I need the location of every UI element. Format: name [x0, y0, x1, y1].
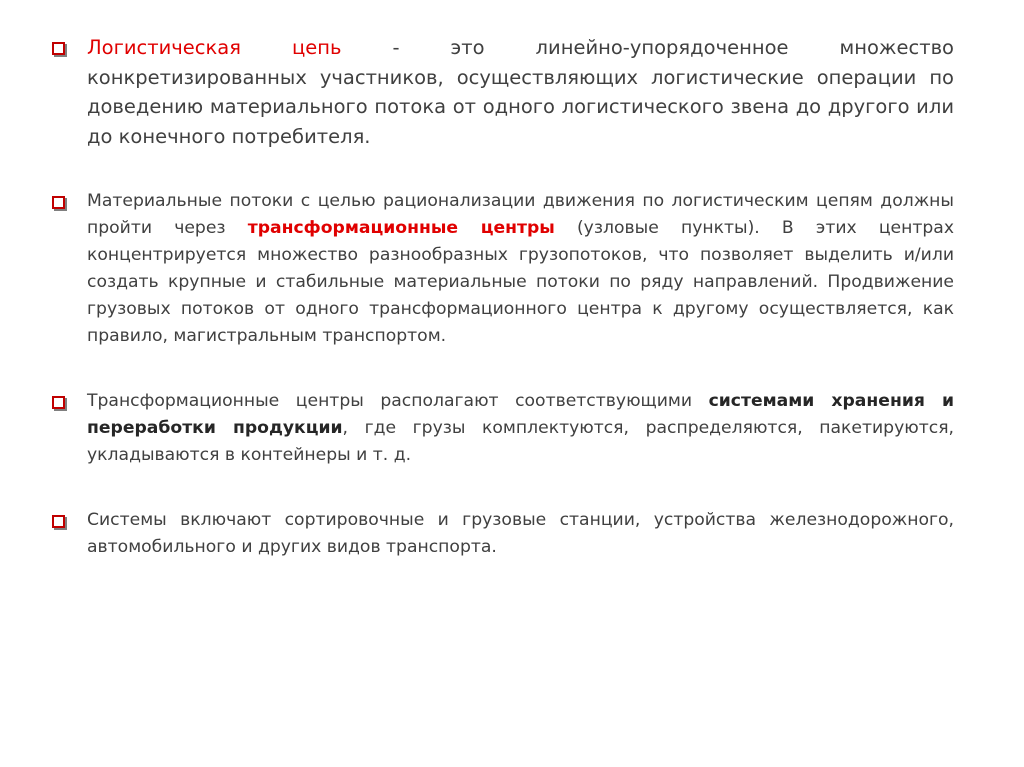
bullet-material-flows — [52, 188, 954, 350]
bullet-text: Системы включают сортировочные и грузовые станции, устройства железнодорожного, автомобильного и других видов транспорта. — [87, 510, 954, 557]
term-logistic-chain: Логистическая цепь — [87, 36, 342, 59]
highlight-transformation-centers: трансформационные центры — [247, 218, 555, 238]
bullet-text-after: , где грузы комплектуются, распределяются, пакетируются, укладываются в контейнеры и т. д. — [87, 418, 954, 465]
bullet-logistic-chain — [52, 33, 954, 151]
bullet-transformation-centers — [52, 388, 954, 469]
checkbox-square-icon — [52, 396, 65, 409]
bold-storage-systems: системами хранения и переработки продукции — [87, 391, 955, 438]
checkbox-square-icon — [52, 515, 65, 528]
checkbox-square-icon — [52, 42, 65, 55]
bullet-text-after: (узловые пункты). В этих центрах концентрируется множество разнообразных грузопотоков, что позволяет выделить и/или создать крупные и стабильные материальные потоки по ряду направлений. Продвижение грузовых потоков от одного трансформационного центра к другому осуществляется, как правило, магистральным транспортом. — [87, 218, 954, 346]
bullet-text: - это линейно-упорядоченное множество конкретизированных участников, осуществляющих логистические операции по доведению материального потока от одного логистического звена до другого или до конечного потребителя. — [87, 36, 954, 148]
bullet-list — [52, 33, 954, 561]
bullet-text-before: Трансформационные центры располагают соответствующими — [87, 391, 709, 411]
bullet-text-before: Материальные потоки с целью рационализации движения по логистическим цепям должны пройти через — [87, 191, 954, 238]
checkbox-square-icon — [52, 196, 65, 209]
bullet-systems — [52, 507, 954, 561]
